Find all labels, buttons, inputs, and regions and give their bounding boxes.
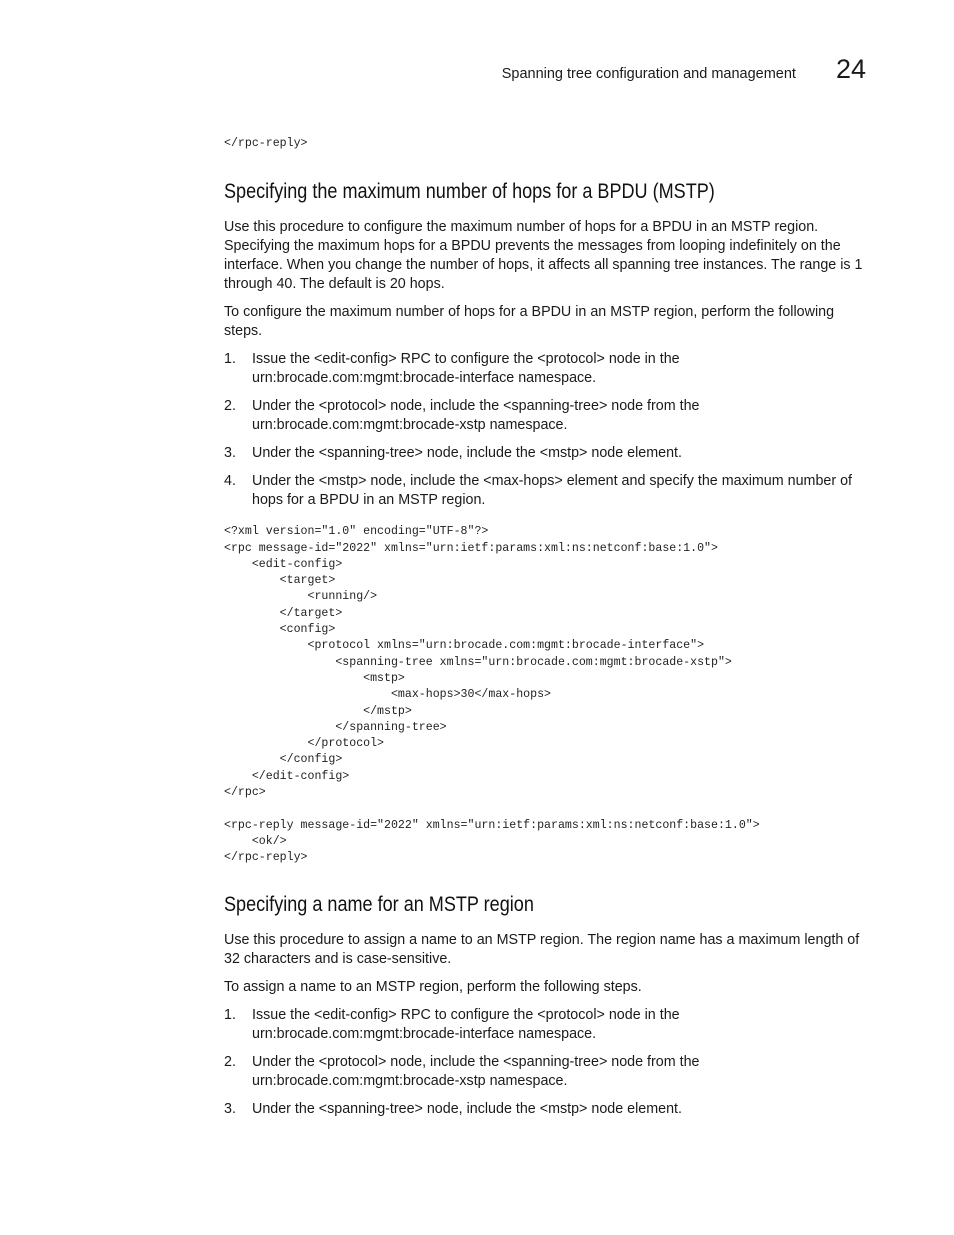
step-item [224,1006,870,1044]
section-max-hops [224,179,870,866]
code-example: <?xml version="1.0" encoding="UTF-8"?> <rpc message-id="2022" xmlns="urn:ietf:params:xml:ns:netconf:base:1.0"> <edit-config> <target> <running/> </target> <config> <protocol xmlns="urn:brocade.com:mgmt:brocade-interface"> <spanning-tree xmlns="urn:brocade.com:mgmt:brocade-xstp"> <mstp> <max-hops>30</max-hops> </mstp> </spanning-tree> </protocol> </config> </edit-config> </rpc> <rpc-reply message-id="2022" xmlns="urn:ietf:params:xml:ns:netconf:base:1.0"> <ok/> </rpc-reply> [224,525,760,865]
step-number: 3. [224,445,236,462]
header-title: Spanning tree configuration and management [501,66,796,82]
page-header [502,56,866,83]
step-number: 3. [224,1100,236,1117]
step-text: Issue the <edit-config> RPC to configure the <protocol> node in the urn:brocade.com:mgmt:brocade-interface namespace. [252,351,680,387]
chapter-number: 24 [835,54,866,84]
step-text: Under the <spanning-tree> node, include the <mstp> node element. [252,445,682,462]
step-number: 4. [224,473,236,490]
step-number: 1. [224,351,236,368]
section-heading: Specifying the maximum number of hops for a BPDU (MSTP) [224,180,715,204]
step-number: 2. [224,398,236,415]
step-number: 2. [224,1053,236,1070]
step-item [224,472,870,510]
step-text: Under the <protocol> node, include the <spanning-tree> node from the urn:brocade.com:mgmt:brocade-xstp namespace. [252,1053,700,1089]
section-region-name [224,892,870,1119]
paragraph: Use this procedure to assign a name to an MSTP region. The region name has a maximum length of 32 characters and is case-sensitive. [224,931,860,967]
step-list [224,350,870,510]
step-item [224,1100,870,1119]
step-text: Under the <mstp> node, include the <max-hops> element and specify the maximum number of hops for a BPDU in an MSTP region. [252,473,853,509]
step-item [224,444,870,463]
section-heading: Specifying a name for an MSTP region [224,892,534,916]
step-list [224,1006,870,1119]
step-text: Under the <protocol> node, include the <spanning-tree> node from the urn:brocade.com:mgmt:brocade-xstp namespace. [252,398,700,434]
step-item [224,1053,870,1091]
paragraph: Use this procedure to configure the maximum number of hops for a BPDU in an MSTP region. Specifying the maximum hops for a BPDU prevents the messages from looping indefinitely on the interface. When you change the number of hops, it affects all spanning tree instances. The range is 1 through 40. The default is 20 hops. [224,219,863,293]
step-number: 1. [224,1006,236,1023]
step-text: Under the <spanning-tree> node, include the <mstp> node element. [252,1100,682,1117]
code-snippet-top: </rpc-reply> [224,137,308,150]
paragraph: To assign a name to an MSTP region, perform the following steps. [224,978,642,995]
step-item [224,397,870,435]
step-text: Issue the <edit-config> RPC to configure the <protocol> node in the urn:brocade.com:mgmt:brocade-interface namespace. [252,1006,680,1042]
step-item [224,350,870,388]
page-content [224,136,870,1128]
paragraph: To configure the maximum number of hops for a BPDU in an MSTP region, perform the following steps. [224,304,835,340]
